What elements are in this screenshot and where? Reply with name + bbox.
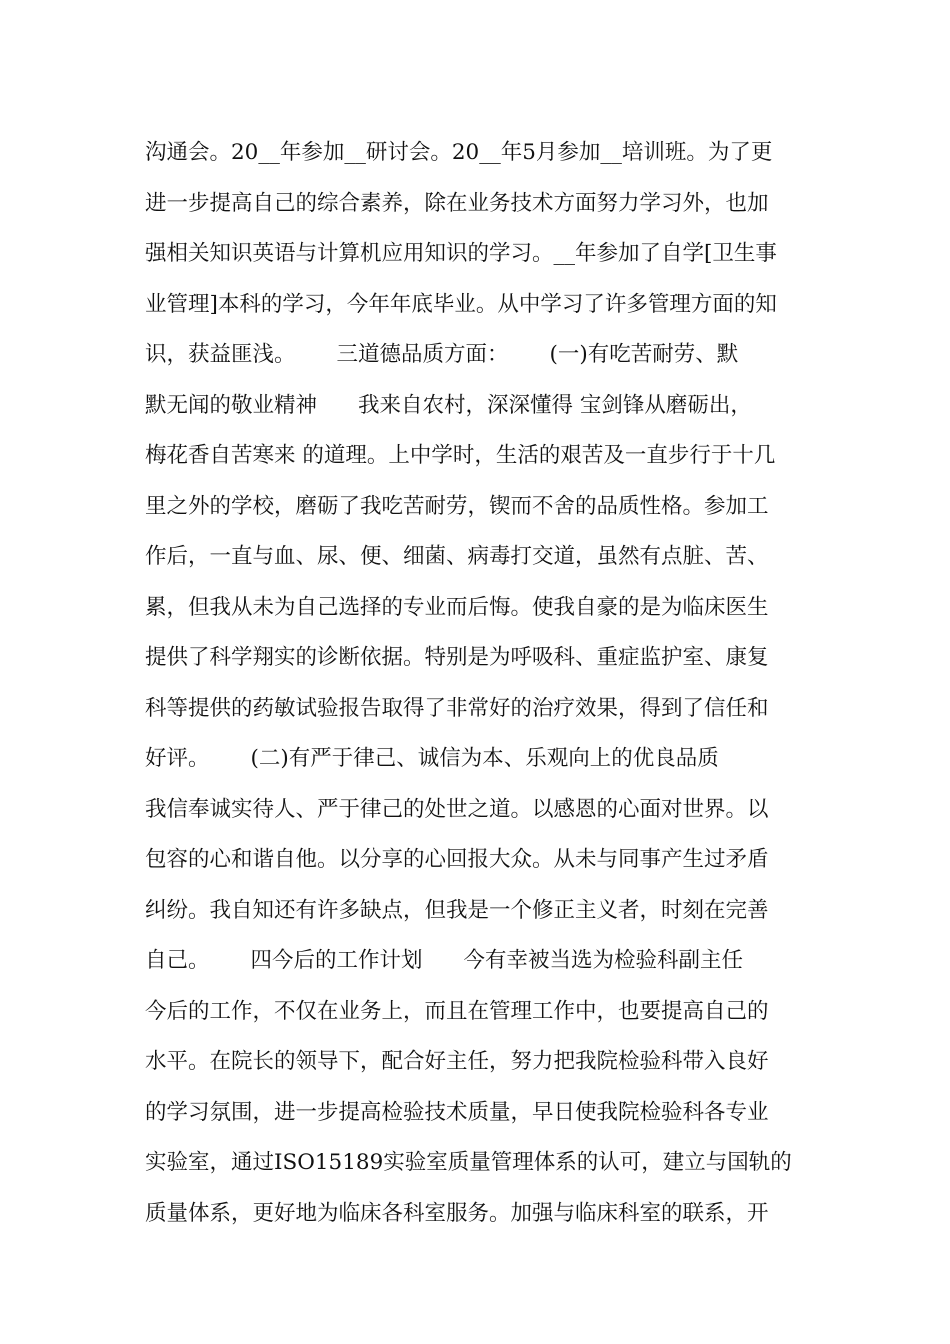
text-line: 默无闻的敬业精神 我来自农村，深深懂得 宝剑锋从磨砺出， [145,392,752,418]
text-line: 包容的心和谐自他。以分享的心回报大众。从未与同事产生过矛盾 [145,847,769,872]
text-line: 水平。在院长的领导下，配合好主任，努力把我院检验科带入良好 [145,1049,769,1074]
text-line: 提供了科学翔实的诊断依据。特别是为呼吸科、重症监护室、康复 [145,645,769,670]
text-line: 识，获益匪浅。 三道德品质方面： (一)有吃苦耐劳、默 [145,342,739,367]
text-line: 业管理]本科的学习，今年年底毕业。从中学习了许多管理方面的知 [145,291,777,317]
text-line: 科等提供的药敏试验报告取得了非常好的治疗效果，得到了信任和 [145,695,769,721]
text-line: 里之外的学校，磨砺了我吃苦耐劳，锲而不舍的品质性格。参加工 [145,493,769,519]
text-line: 强相关知识英语与计算机应用知识的学习。__年参加了自学[卫生事 [145,241,777,266]
text-line: 质量体系，更好地为临床各科室服务。加强与临床科室的联系，开 [145,1200,769,1226]
text-line: 我信奉诚实待人、严于律己的处世之道。以感恩的心面对世界。以 [145,796,769,822]
text-line: 自己。 四今后的工作计划 今有幸被当选为检验科副主任 [145,948,744,973]
body-text [145,131,815,1242]
text-line: 作后，一直与血、尿、便、细菌、病毒打交道，虽然有点脏、苦、 [145,544,769,569]
text-line: 进一步提高自己的综合素养，除在业务技术方面努力学习外，也加 [145,190,769,216]
text-line: 好评。 (二)有严于律己、诚信为本、乐观向上的优良品质 [145,746,719,771]
text-line: 沟通会。20__年参加__研讨会。20__年5月参加__培训班。为了更 [145,140,773,165]
text-line: 梅花香自苦寒来 的道理。上中学时，生活的艰苦及一直步行于十几 [145,443,776,468]
text-line: 纠纷。我自知还有许多缺点，但我是一个修正主义者，时刻在完善 [145,897,769,923]
text-line: 实验室，通过ISO15189实验室质量管理体系的认可，建立与国轨的 [145,1150,792,1175]
text-line: 累，但我从未为自己选择的专业而后悔。使我自豪的是为临床医生 [145,594,769,620]
text-line: 的学习氛围，进一步提高检验技术质量，早日使我院检验科各专业 [145,1099,769,1125]
text-line: 今后的工作，不仅在业务上，而且在管理工作中，也要提高自己的 [145,998,769,1024]
